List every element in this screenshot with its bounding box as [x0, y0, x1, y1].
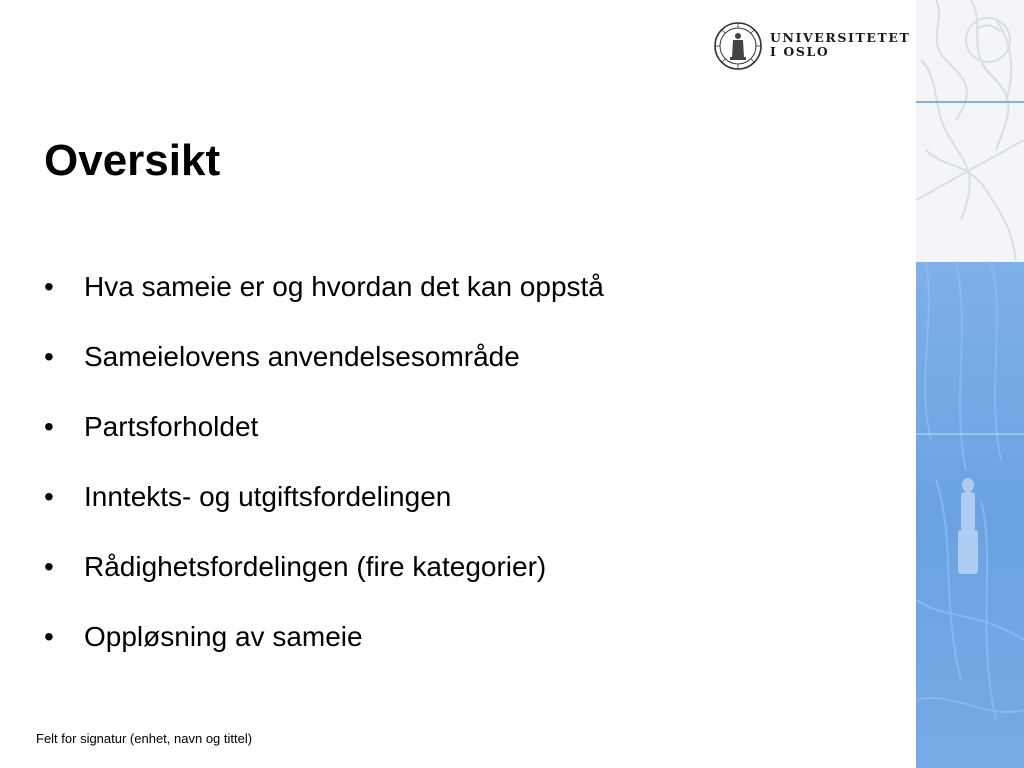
bullet-marker: • [44, 621, 54, 652]
bullet-text: Rådighetsfordelingen (fire kategorier) [84, 551, 547, 582]
bullet-list [44, 267, 894, 687]
bullet-item [44, 337, 894, 407]
decorative-side-panel [916, 0, 1024, 768]
bullet-text: Partsforholdet [84, 411, 259, 442]
bullet-text: Hva sameie er og hvordan det kan oppstå [84, 271, 604, 302]
bullet-item [44, 267, 894, 337]
bullet-marker: • [44, 481, 54, 512]
slide-title: Oversikt [44, 136, 221, 185]
university-name-line2: I OSLO [770, 44, 830, 59]
bullet-item [44, 407, 894, 477]
university-logo [713, 21, 911, 71]
side-panel-graphic [916, 0, 1024, 768]
bullet-item [44, 547, 894, 617]
bullet-marker: • [44, 411, 54, 442]
university-name [770, 31, 910, 59]
bullet-text: Oppløsning av sameie [84, 621, 363, 652]
university-seal-icon [713, 21, 763, 71]
bullet-item [44, 617, 894, 687]
bullet-marker: • [44, 551, 54, 582]
bullet-marker: • [44, 271, 54, 302]
bullet-text: Sameielovens anvendelsesområde [84, 341, 520, 372]
bullet-marker: • [44, 341, 54, 372]
signature-footer: Felt for signatur (enhet, navn og tittel) [36, 731, 253, 746]
bullet-item [44, 477, 894, 547]
university-name-line1: UNIVERSITETET [770, 30, 911, 45]
bullet-text: Inntekts- og utgiftsfordelingen [84, 481, 452, 512]
